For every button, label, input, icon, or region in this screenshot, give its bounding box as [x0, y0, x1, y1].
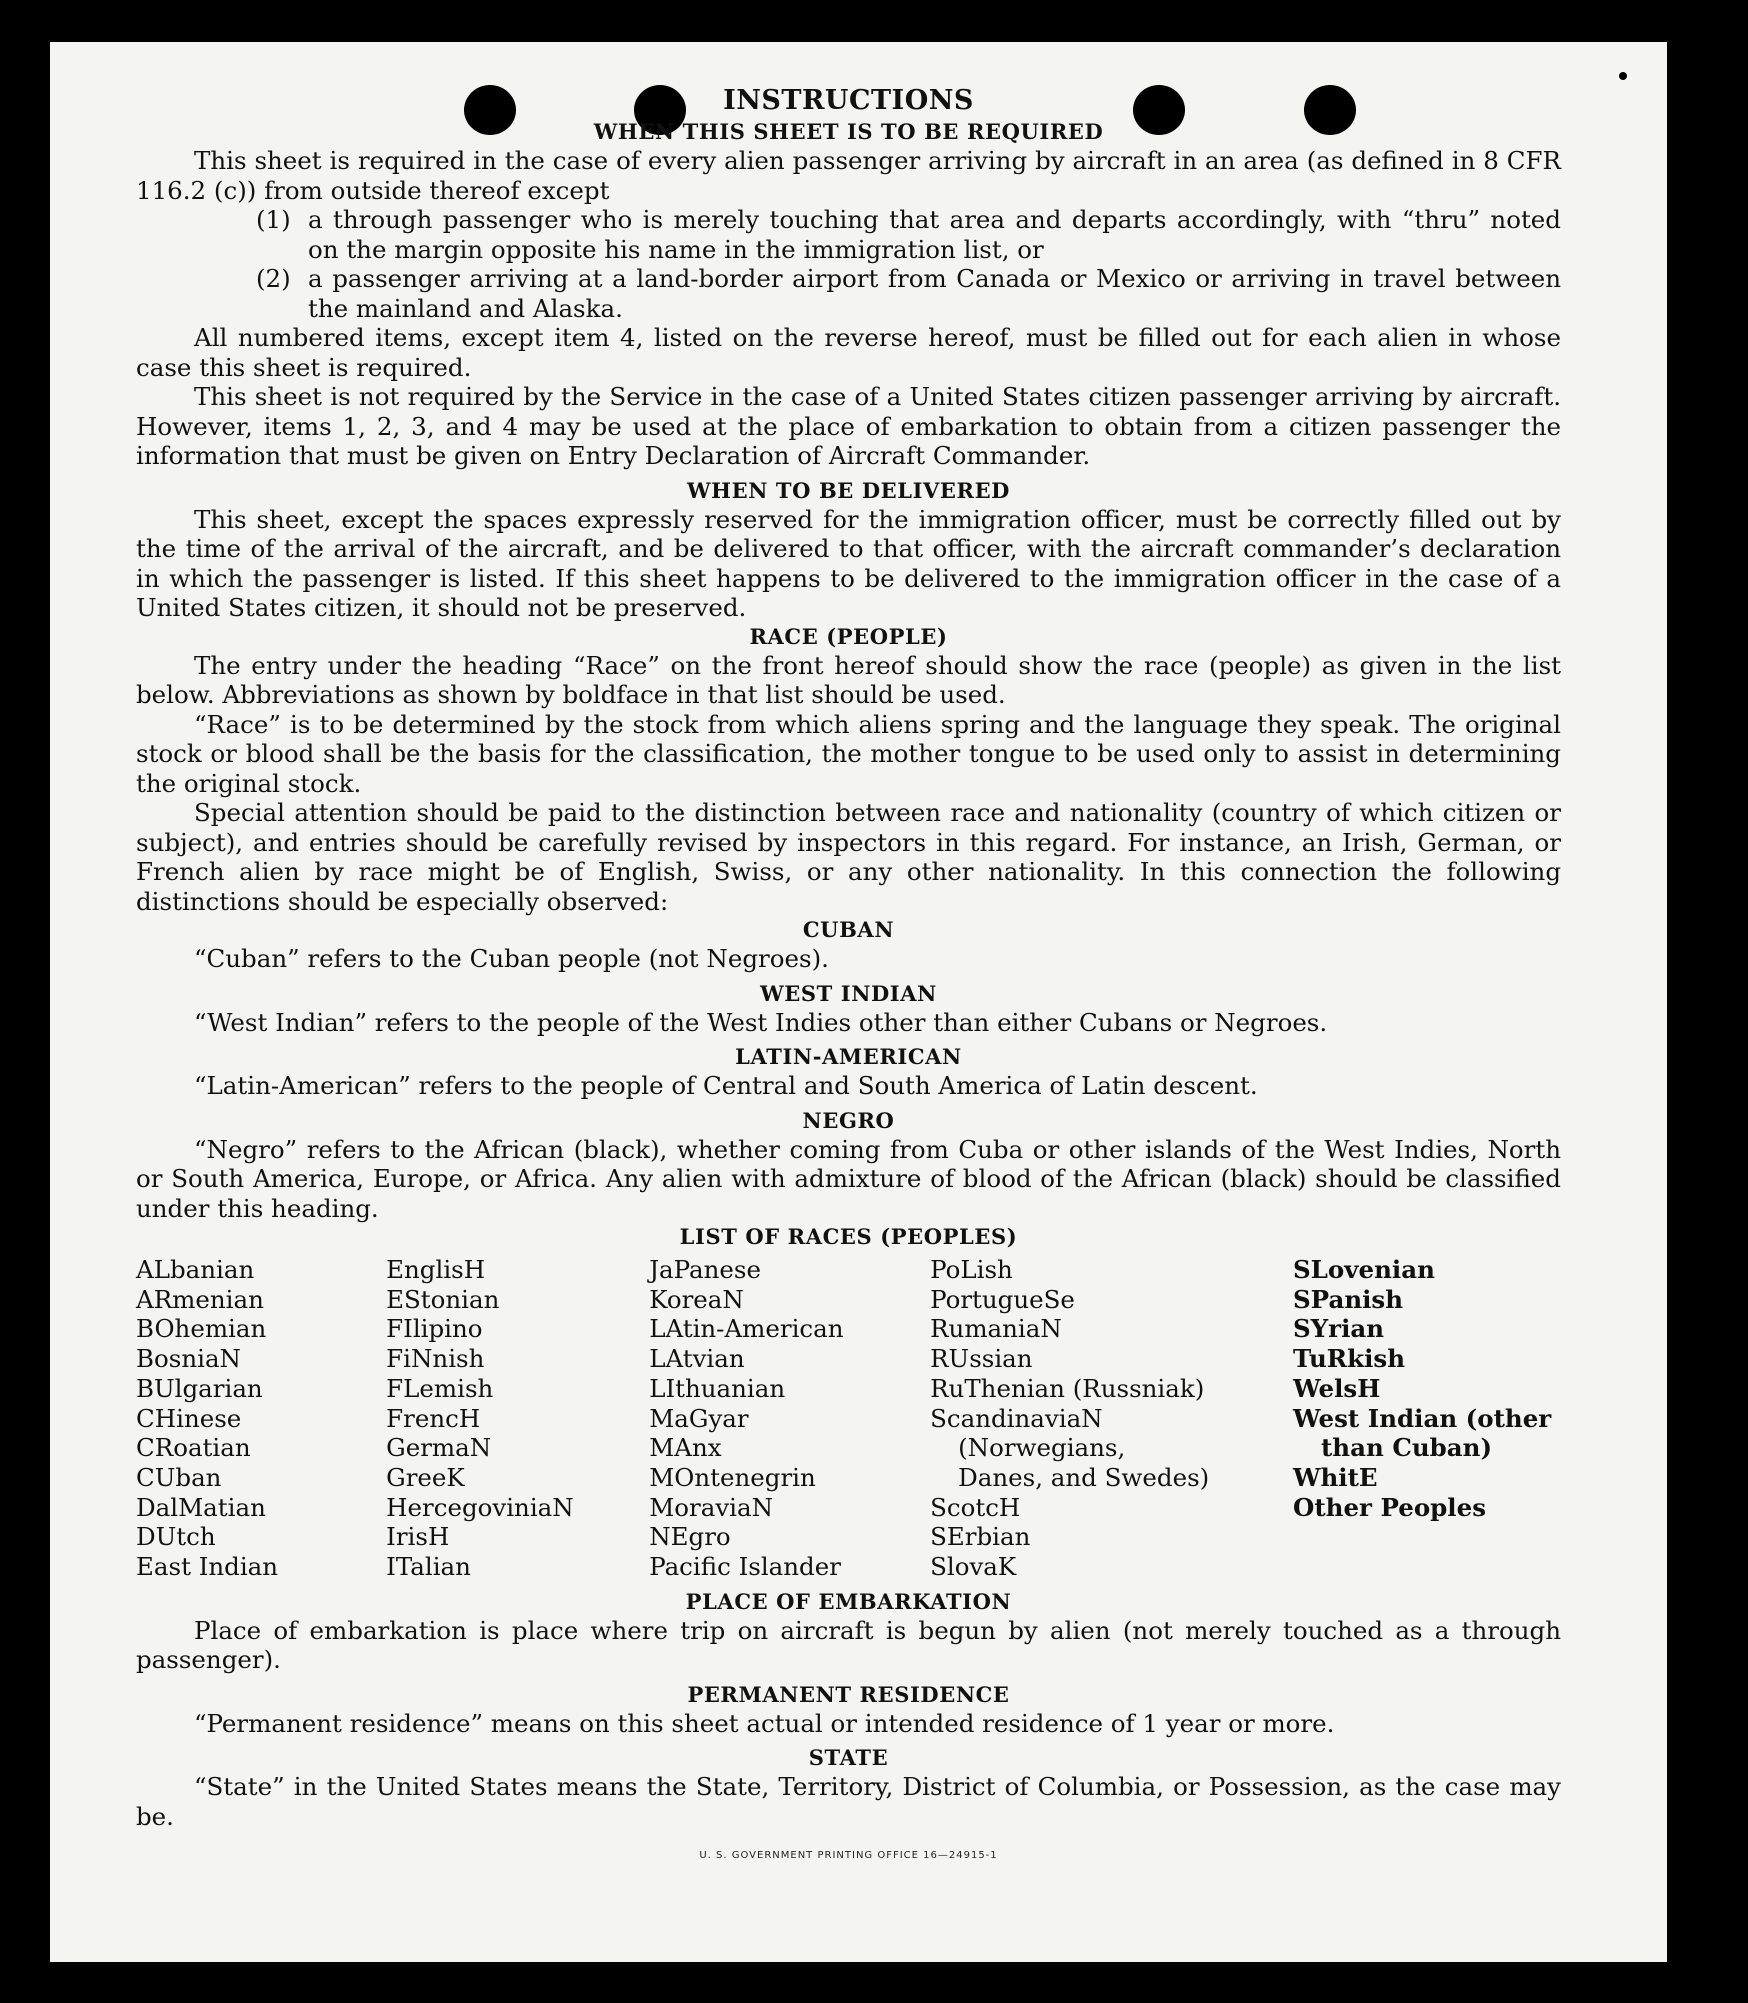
heading-cuban: CUBAN	[802, 917, 895, 942]
race-entry: SLovenian	[1292, 1255, 1435, 1284]
heading-negro: NEGRO	[802, 1107, 895, 1133]
race-entry: PortugueSe	[930, 1284, 1075, 1314]
race-entry: ScotcH	[930, 1492, 1021, 1522]
race-entry: RumaniaN	[930, 1314, 1062, 1344]
race-entry: East Indian	[136, 1552, 279, 1582]
race-entry: DUtch	[136, 1522, 216, 1552]
race-entry: CRoatian	[136, 1433, 251, 1463]
race-column-3	[649, 1255, 930, 1582]
exception-item-1	[136, 205, 1561, 264]
when-required-para2: All numbered items, except item 4, listed on the reverse hereof, must be filled out for each alien in whose case this sheet is required.	[136, 323, 1561, 382]
heading-when-required: WHEN THIS SHEET IS TO BE REQUIRED	[593, 119, 1104, 144]
exception-item-2	[136, 264, 1561, 323]
race-entry: LIthuanian	[649, 1373, 786, 1403]
race-entry: MOntenegrin	[649, 1462, 816, 1492]
printer-imprint: U. S. GOVERNMENT PRINTING OFFICE 16—24915-1	[699, 1850, 998, 1862]
race-entry: BosniaN	[136, 1344, 241, 1374]
document-page	[50, 42, 1667, 1962]
race-para2: “Race” is to be determined by the stock from which aliens spring and the language they speak. The original stock or blood shall be the basis for the classification, the mother tongue to be used only to assist in determining the original stock.	[136, 709, 1561, 798]
race-entry: Other Peoples	[1292, 1492, 1486, 1522]
race-entry: DalMatian	[136, 1492, 266, 1522]
race-para1: The entry under the heading “Race” on the front hereof should show the race (people) as given in the list below. Abbreviations as shown by boldface in that list should be used.	[136, 650, 1561, 709]
embarkation-text: Place of embarkation is place where trip on aircraft is begun by alien (not merely touched as a through passenger).	[136, 1615, 1561, 1675]
when-delivered-text: This sheet, except the spaces expressly reserved for the immigration officer, must be correctly filled out by the time of the arrival of the aircraft, and be delivered to that officer, with the aircraft commander’s declaration in which the passenger is listed. If this sheet happens to be delivered to the immigration officer in the case of a United States citizen, it should not be preserved.	[136, 504, 1561, 622]
when-required-para3: This sheet is not required by the Service in the case of a United States citizen passenger arriving by aircraft. However, items 1, 2, 3, and 4 may be used at the place of embarkation to obtain from a citizen passenger the information that must be given on Entry Declaration of Aircraft Commander.	[136, 382, 1561, 470]
exception-item-text: a through passenger who is merely touching that area and departs accordingly, with “thru” noted on the margin opposite his name in the immigration list, or	[308, 205, 1561, 264]
race-entry: BOhemian	[136, 1314, 267, 1344]
heading-when-delivered: WHEN TO BE DELIVERED	[686, 477, 1010, 503]
race-entry: SPanish	[1292, 1284, 1404, 1314]
race-entry: EStonian	[386, 1284, 500, 1314]
state-text: “State” in the United States means the State, Territory, District of Columbia, or Possession, as the case may be.	[136, 1772, 1561, 1831]
exception-item-text: a passenger arriving at a land-border airport from Canada or Mexico or arriving in travel between the mainland and Alaska.	[308, 264, 1561, 323]
race-entry: JaPanese	[649, 1255, 761, 1284]
race-entry: MoraviaN	[649, 1492, 774, 1522]
heading-state: STATE	[808, 1745, 889, 1771]
race-entry: GermaN	[386, 1433, 492, 1463]
race-column-5	[1293, 1255, 1561, 1582]
race-entry: FrencH	[386, 1403, 481, 1433]
heading-list-of-races: LIST OF RACES (PEOPLES)	[679, 1224, 1018, 1249]
race-entry: BUlgarian	[136, 1373, 263, 1403]
exception-item-number: (2)	[256, 264, 291, 293]
race-column-1	[136, 1255, 386, 1582]
race-entry: SYrian	[1292, 1314, 1385, 1344]
race-entry: PoLish	[930, 1255, 1013, 1284]
race-entry: NEgro	[649, 1522, 731, 1552]
cuban-text: “Cuban” refers to the Cuban people (not Negroes).	[194, 944, 829, 973]
instructions-content	[136, 82, 1561, 1871]
race-entry: FiNnish	[386, 1344, 485, 1374]
race-column-2	[386, 1255, 649, 1582]
race-entry: RuThenian (Russniak)	[930, 1373, 1205, 1403]
race-para3: Special attention should be paid to the distinction between race and nationality (country of which citizen or subject), and entries should be carefully revised by inspectors in this regard. For instance, an Irish, German, or French alien by race might be of English, Swiss, or any other nationality. In this connection the following distinctions should be especially observed:	[136, 798, 1561, 916]
race-entry: Pacific Islander	[649, 1552, 841, 1582]
race-entry: CUban	[136, 1462, 222, 1492]
race-entry: WhitE	[1292, 1462, 1378, 1492]
race-column-4	[930, 1255, 1293, 1582]
race-entry: ARmenian	[136, 1284, 264, 1314]
latin-american-text: “Latin-American” refers to the people of Central and South America of Latin descent.	[194, 1071, 1258, 1100]
race-entry: CHinese	[136, 1403, 242, 1433]
race-entry: LAtin-American	[649, 1314, 844, 1344]
race-entry: WelsH	[1292, 1373, 1381, 1403]
race-entry: FIlipino	[386, 1314, 483, 1344]
heading-embarkation: PLACE OF EMBARKATION	[685, 1588, 1012, 1614]
heading-latin-american: LATIN-AMERICAN	[735, 1044, 962, 1069]
race-entry: HercegoviniaN	[386, 1492, 574, 1522]
race-entry: RUssian	[930, 1344, 1033, 1374]
exception-item-number: (1)	[256, 205, 291, 234]
race-entry: ALbanian	[136, 1255, 255, 1284]
race-entry: ScandinaviaN (Norwegians, Danes, and Swedes)	[930, 1403, 1210, 1492]
race-entry: ITalian	[386, 1552, 471, 1582]
heading-residence: PERMANENT RESIDENCE	[687, 1681, 1010, 1707]
when-required-intro: This sheet is required in the case of every alien passenger arriving by aircraft in an area (as defined in 8 CFR 116.2 (c)) from outside thereof except	[136, 146, 1561, 205]
negro-text: “Negro” refers to the African (black), whether coming from Cuba or other islands of the West Indies, North or South America, Europe, or Africa. Any alien with admixture of blood of the African (black) should be classified under this heading.	[136, 1134, 1561, 1223]
page-title: INSTRUCTIONS	[723, 85, 974, 116]
race-entry: FLemish	[386, 1373, 494, 1403]
race-entry: MaGyar	[649, 1403, 749, 1433]
edge-mark	[1619, 72, 1627, 80]
race-entry: SErbian	[930, 1522, 1031, 1552]
west-indian-text: “West Indian” refers to the people of the West Indies other than either Cubans or Negroes.	[194, 1007, 1328, 1037]
residence-text: “Permanent residence” means on this sheet actual or intended residence of 1 year or more.	[194, 1708, 1335, 1738]
race-entry: LAtvian	[649, 1344, 745, 1374]
heading-west-indian: WEST INDIAN	[760, 980, 937, 1006]
heading-race: RACE (PEOPLE)	[749, 623, 948, 649]
race-entry: SlovaK	[930, 1552, 1017, 1582]
race-list	[136, 1255, 1561, 1582]
race-entry: EnglisH	[386, 1255, 486, 1284]
race-entry: TuRkish	[1292, 1344, 1406, 1374]
race-entry: KoreaN	[649, 1284, 744, 1314]
race-entry: IrisH	[386, 1522, 450, 1552]
race-entry: GreeK	[386, 1462, 465, 1492]
race-entry: West Indian (other than Cuban)	[1292, 1403, 1552, 1463]
race-entry: MAnx	[649, 1433, 722, 1463]
